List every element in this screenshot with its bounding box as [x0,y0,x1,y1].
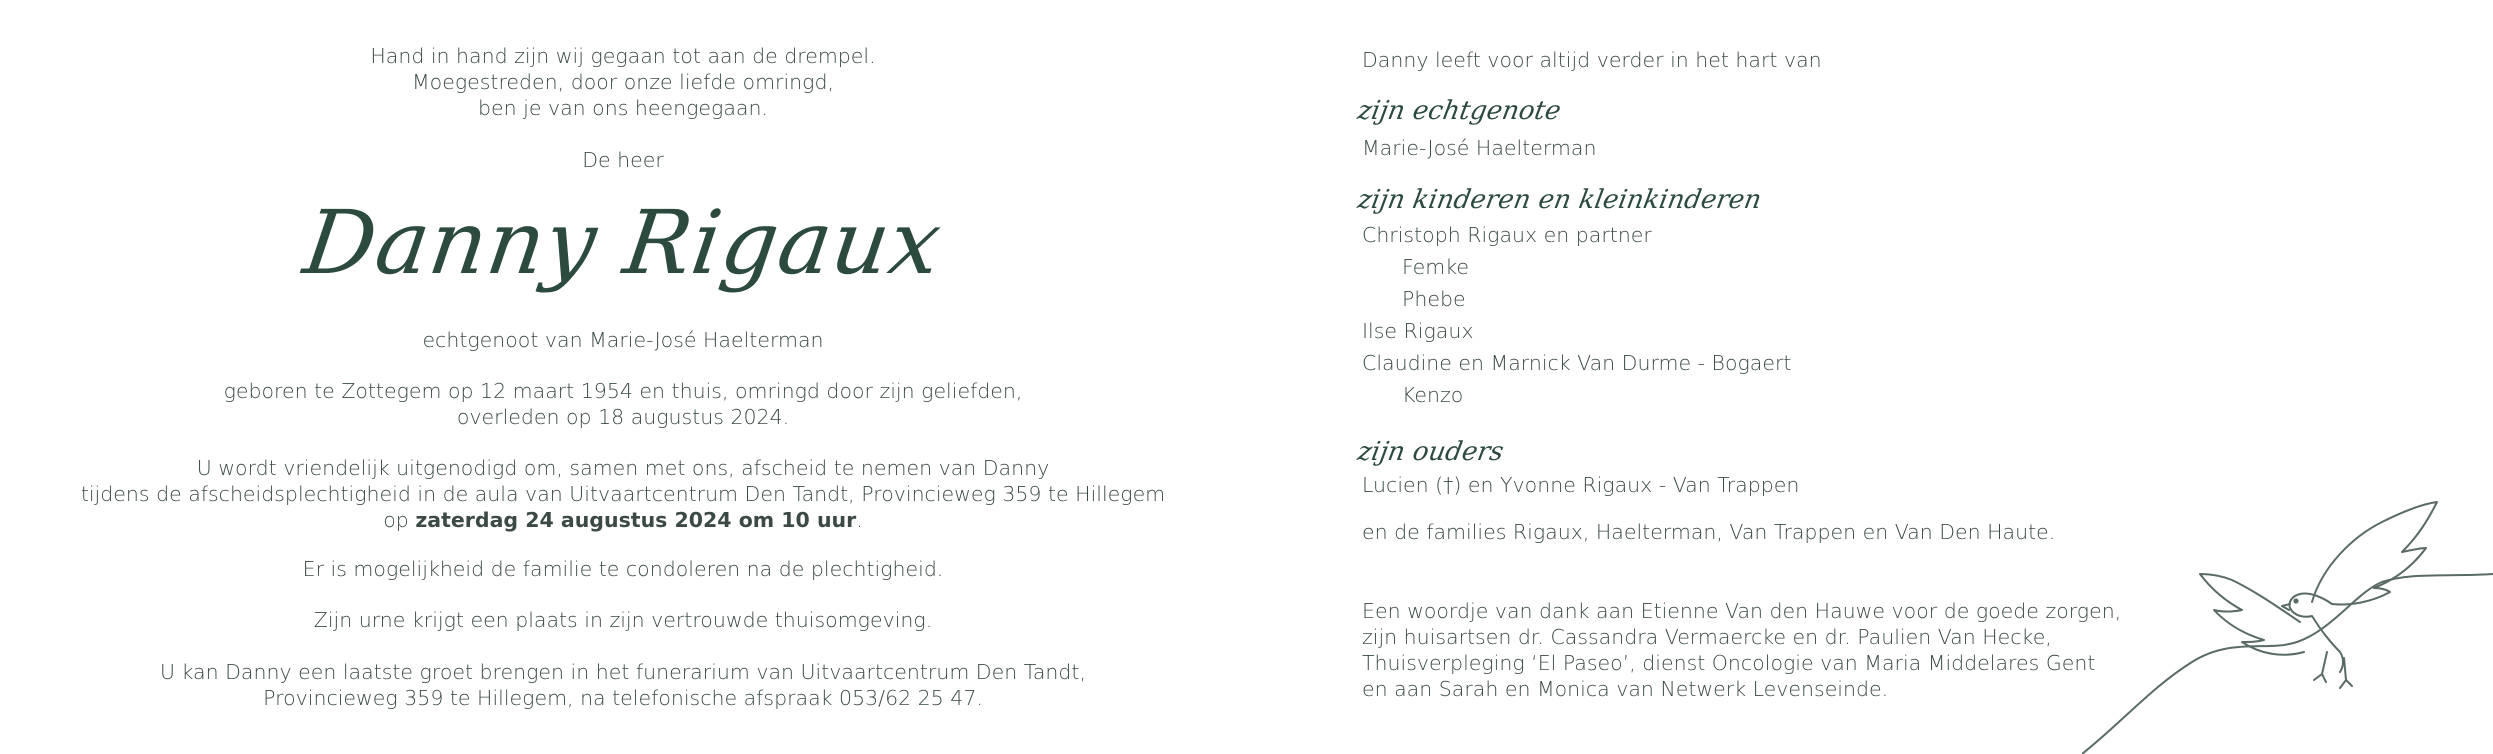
title-prefix: De heer [582,148,664,172]
invitation-date-prefix: op [383,508,409,532]
invitation-date-suffix: . [856,508,863,532]
list-item: Phebe [1402,287,1466,311]
list-item: Kenzo [1402,383,1464,407]
children-list [1362,219,1791,411]
poem-line: Moegestreden, door onze liefde omringd, [411,70,834,94]
funeral-home-line: U kan Danny een laatste groet brengen in het funerarium van Uitvaartcentrum Den Tandt, [160,660,1086,684]
invitation [0,455,1246,533]
spouse-name: Marie-José Haelterman [1362,136,1597,160]
thanks-line: Thuisverpleging ‘El Paseo’, dienst Oncologie van Maria Middelares Gent [1362,651,2096,675]
families-text: en de families Rigaux, Haelterman, Van Trappen en Van Den Haute. [1362,520,2056,544]
poem-line: ben je van ons heengegaan. [478,96,768,120]
left-page [0,0,1246,754]
funeral-home-line: Provincieweg 359 te Hillegem, na telefonische afspraak 053/62 25 47. [263,686,983,710]
list-item: Christoph Rigaux en partner [1362,223,1652,247]
poem [0,43,1246,121]
list-item: Claudine en Marnick Van Durme - Bogaert [1362,351,1792,375]
thanks-text [1362,598,2121,702]
invitation-date: zaterdag 24 augustus 2024 om 10 uur [415,508,857,532]
spouse-heading: zijn echtgenote [1355,96,1564,126]
birth-death [0,378,1246,430]
invitation-date-line [0,507,1246,533]
condolence-text: Er is mogelijkheid de familie te condoleren na de plechtigheid. [302,557,944,581]
spouse-line: echtgenoot van Marie-José Haelterman [422,328,824,352]
thanks-line: Een woordje van dank aan Etienne Van den Hauwe voor de goede zorgen, [1362,599,2122,623]
birth-line: geboren te Zottegem op 12 maart 1954 en thuis, omringd door zijn geliefden, [223,379,1023,403]
thanks-line: en aan Sarah en Monica van Netwerk Levenseinde. [1362,677,1889,701]
invitation-line: tijdens de afscheidsplechtigheid in de aula van Uitvaartcentrum Den Tandt, Provincieweg 359 te Hillegem [80,482,1166,506]
invitation-line: U wordt vriendelijk uitgenodigd om, samen met ons, afscheid te nemen van Danny [196,456,1050,480]
death-line: overleden op 18 augustus 2024. [456,405,790,429]
dove-line-art-icon [2082,482,2493,754]
list-item: Ilse Rigaux [1362,319,1474,343]
intro-text: Danny leeft voor altijd verder in het hart van [1362,48,1822,72]
children-heading: zijn kinderen en kleinkinderen [1355,185,1764,215]
parents-text: Lucien (†) en Yvonne Rigaux - Van Trappen [1362,473,1800,497]
urn-text: Zijn urne krijgt een plaats in zijn vertrouwde thuisomgeving. [313,608,933,632]
parents-heading: zijn ouders [1355,437,1506,467]
deceased-name: Danny Rigaux [298,191,949,294]
funeral-home [0,659,1246,711]
list-item: Femke [1402,255,1470,279]
thanks-line: zijn huisartsen dr. Cassandra Vermaercke en dr. Paulien Van Hecke, [1362,625,2052,649]
poem-line: Hand in hand zijn wij gegaan tot aan de drempel. [370,44,876,68]
